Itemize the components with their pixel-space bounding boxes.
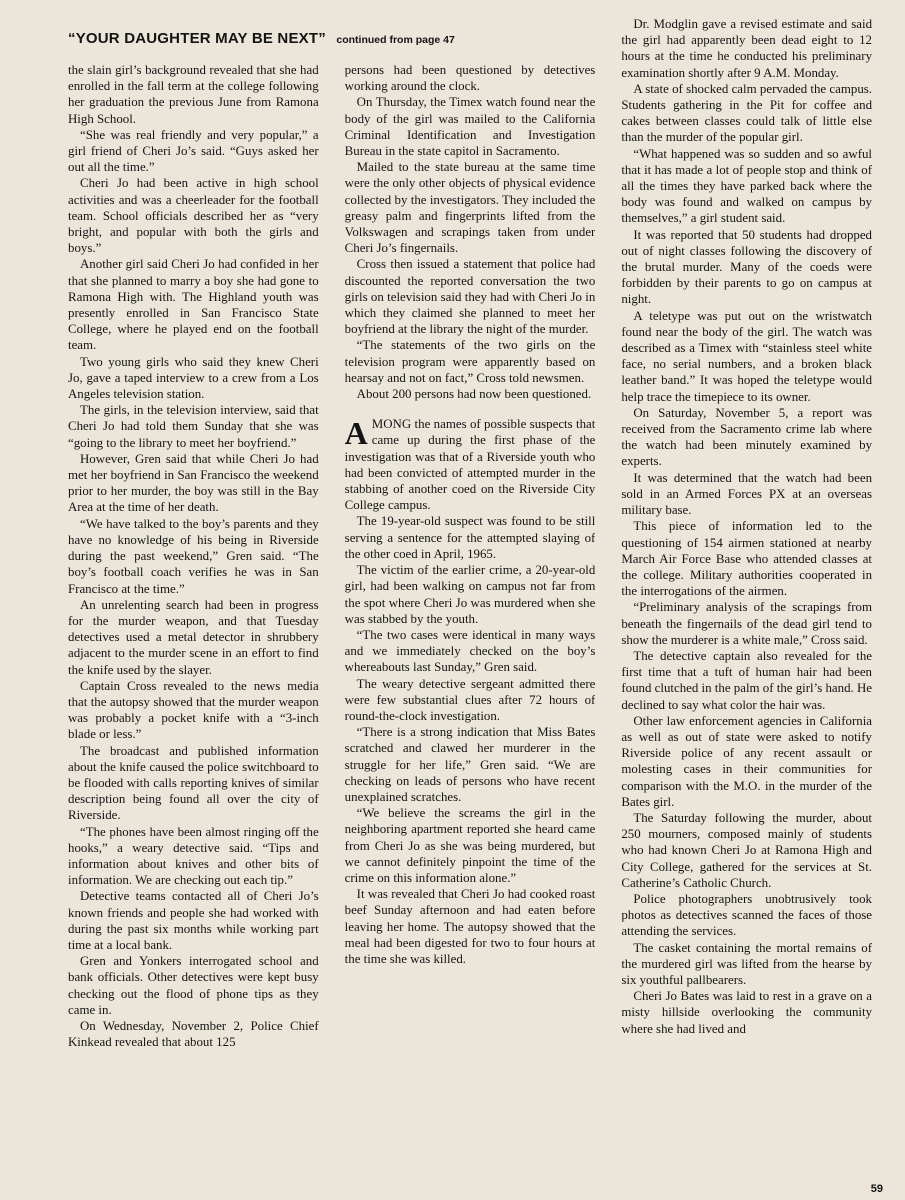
running-header [68, 30, 455, 52]
paragraph: Mailed to the state bureau at the same time were the only other objects of physical evidence collected by the investigators. They included the greasy palm and fingerprints lifted from the Volkswagen and scrapings taken from under Cheri Jo’s fingernails. [344, 160, 596, 256]
paragraph: It was reported that 50 students had dropped out of night classes following the discovery of the brutal murder. Many of the coeds were forbidden by their parents to go on campus at night. [621, 227, 873, 307]
column-1 [68, 62, 319, 1167]
drop-cap-paragraph-text: MONG the names of possible suspects that came up during the first phase of the investigation was that of a Riverside youth who had been convicted of attempted murder in the stabbing of another coed on the Riverside City College campus. [344, 417, 596, 513]
paragraph: “We have talked to the boy’s parents and they have no knowledge of his being in Riverside during the past weekend,” Gren said. “The boy’s football coach verifies he was in San Francisco at the time.” [68, 516, 319, 596]
column-2 [345, 62, 596, 1167]
paragraph: “There is a strong indication that Miss Bates scratched and clawed her murderer in the struggle for her life,” Gren said. “We are checking on leads of persons who have recent unexplained scratches. [344, 725, 596, 804]
paragraph: Cheri Jo had been active in high school activities and was a cheerleader for the football team. School officials described her as “very bright, and popular with both the girls and boys.” [68, 176, 319, 256]
paragraph: Police photographers unobtrusively took photos as detectives scanned the faces of those attending the services. [621, 891, 873, 939]
paragraph: About 200 persons had now been questioned. [356, 387, 592, 402]
paragraph: The victim of the earlier crime, a 20-year-old girl, had been walking on campus not far from the spot where Cheri Jo was murdered when she was stabbed by the youth. [344, 563, 596, 626]
paragraph: “What happened was so sudden and so awful that it has made a lot of people stop and think of all the times they have parked back where the body was found and walked on campus by themselves,” a girl student said. [621, 146, 873, 226]
paragraph: The casket containing the mortal remains of the murdered girl was lifted from the hearse by six youthful pallbearers. [621, 940, 873, 987]
paragraph: A state of shocked calm pervaded the campus. Students gathering in the Pit for coffee and cakes between classes could talk of little else than the murder of the popular girl. [621, 81, 873, 145]
paragraph: The girls, in the television interview, said that Cheri Jo had told them Sunday that she was “going to the library to meet her boyfriend.” [68, 403, 319, 450]
paragraph: The 19-year-old suspect was found to be still serving a sentence for the attempted slaying of the other coed in April, 1965. [344, 514, 596, 561]
paragraph: Other law enforcement agencies in California as well as out of state were asked to notify Riverside police of any recent assault or molesting cases in their communities for comparison with the M.O. in the murder of the Bates girl. [621, 713, 873, 809]
continued-note: continued from page 47 [336, 34, 455, 46]
page-number: 59 [870, 1183, 883, 1195]
paragraph: The weary detective sergeant admitted there were few substantial clues after 72 hours of round-the-clock investigation. [344, 676, 596, 723]
section-opening-paragraph [345, 416, 596, 513]
paragraph: “We believe the screams the girl in the neighboring apartment reported she heard came from Cheri Jo as she was being murdered, but we cannot definitely pinpoint the time of the crime on this information alone.” [344, 806, 596, 885]
paragraph: Dr. Modglin gave a revised estimate and said the girl had apparently been dead eight to 12 hours at the time he conducted his preliminary examination shortly after 9 A.M. Monday. [621, 17, 873, 80]
paragraph: “The two cases were identical in many ways and we immediately checked on the boy’s whereabouts last Sunday,” Gren said. [344, 627, 596, 675]
paragraph: “The phones have been almost ringing off the hooks,” a weary detective said. “Tips and information about knives and other bits of information. We are checking out each tip.” [68, 824, 319, 888]
paragraph: Captain Cross revealed to the news media that the autopsy showed that the murder weapon was probably a pocket knife with a “3-inch blade or less.” [68, 678, 319, 742]
paragraph: Two young girls who said they knew Cheri Jo, gave a taped interview to a crew from a Los Angeles television station. [68, 354, 319, 402]
paragraph: Cheri Jo Bates was laid to rest in a grave on a misty hillside overlooking the community where she had lived and [621, 989, 873, 1036]
paragraph: A teletype was put out on the wristwatch found near the body of the girl. The watch was described as a Timex with “stainless steel white face, no serial numbers, and a broken black leather band.” It was hoped the teletype would help trace the timepiece to its owner. [621, 308, 873, 404]
paragraph: Detective teams contacted all of Cheri Jo’s known friends and people she had worked with during the past six months while working part time at a local bank. [68, 889, 319, 952]
paragraph: the slain girl’s background revealed that she had enrolled in the fall term at the college following her graduation the previous June from Ramona High School. [68, 63, 319, 126]
paragraph: On Saturday, November 5, a report was received from the Sacramento crime lab where the watch had been minutely examined by experts. [621, 405, 873, 469]
paragraph: On Wednesday, November 2, Police Chief Kinkead revealed that about 125 [68, 1018, 319, 1050]
paragraph: This piece of information led to the questioning of 154 airmen stationed at nearby March Air Force Base who attended classes at the college. Military authorities cooperated in the interrogations of the airmen. [621, 519, 873, 599]
paragraph: On Thursday, the Timex watch found near the body of the girl was mailed to the California Criminal Identification and Investigation Bureau in the state capitol in Sacramento. [344, 95, 596, 159]
paragraph: persons had been questioned by detectives working around the clock. [344, 63, 596, 94]
paragraph: “Preliminary analysis of the scrapings from beneath the fingernails of the dead girl tend to show the murderer is a white male,” Cross said. [621, 600, 873, 647]
paragraph: Another girl said Cheri Jo had confided in her that she planned to marry a boy she had gone to Ramona High with. The Highland youth was presently enrolled in San Francisco State College, where he played end on the football team. [68, 257, 319, 353]
paragraph: The detective captain also revealed for the first time that a tuft of human hair had been found clutched in the palm of the girl’s hand. He declined to say what color the hair was. [621, 648, 873, 712]
paragraph: An unrelenting search had been in progress for the murder weapon, and that Tuesday detectives used a metal detector in shrubbery adjacent to the murder scene in an effort to find the knife used by the slayer. [68, 597, 319, 677]
paragraph: Gren and Yonkers interrogated school and bank officials. Other detectives were kept busy checking out the flood of phone tips as they came in. [68, 954, 319, 1017]
paragraph: The broadcast and published information about the knife caused the police switchboard to be flooded with calls reporting knives of similar description being found all over the city of Riverside. [68, 743, 319, 823]
paragraph: Cross then issued a statement that police had discounted the reported conversation the two girls on television said they had with Cheri Jo in which they claimed she planned to meet her boyfriend at the library the night of the murder. [344, 257, 596, 337]
column-3 [621, 16, 872, 1136]
paragraph: “She was real friendly and very popular,” a girl friend of Cheri Jo’s said. “Guys asked her out all the time.” [68, 127, 319, 175]
paragraph: However, Gren said that while Cheri Jo had met her boyfriend in San Francisco the weekend prior to her murder, the boy was still in the Bay Area at the time of her death. [68, 451, 319, 515]
paragraph: It was revealed that Cheri Jo had cooked roast beef Sunday afternoon and had eaten before leaving her home. The autopsy showed that the meal had been digested for two to four hours at the time she was killed. [344, 887, 596, 966]
paragraph: The Saturday following the murder, about 250 mourners, composed mainly of students who had known Cheri Jo at Ramona High and City College, gathered for the services at St. Catherine’s Catholic Church. [621, 810, 873, 890]
paragraph: “The statements of the two girls on the television program were apparently based on hearsay and not on fact,” Cross told newsmen. [344, 338, 596, 385]
drop-cap: A [344, 415, 368, 452]
article-title: “YOUR DAUGHTER MAY BE NEXT” [68, 30, 326, 47]
paragraph: It was determined that the watch had been sold in an Armed Forces PX at an overseas military base. [621, 470, 873, 518]
